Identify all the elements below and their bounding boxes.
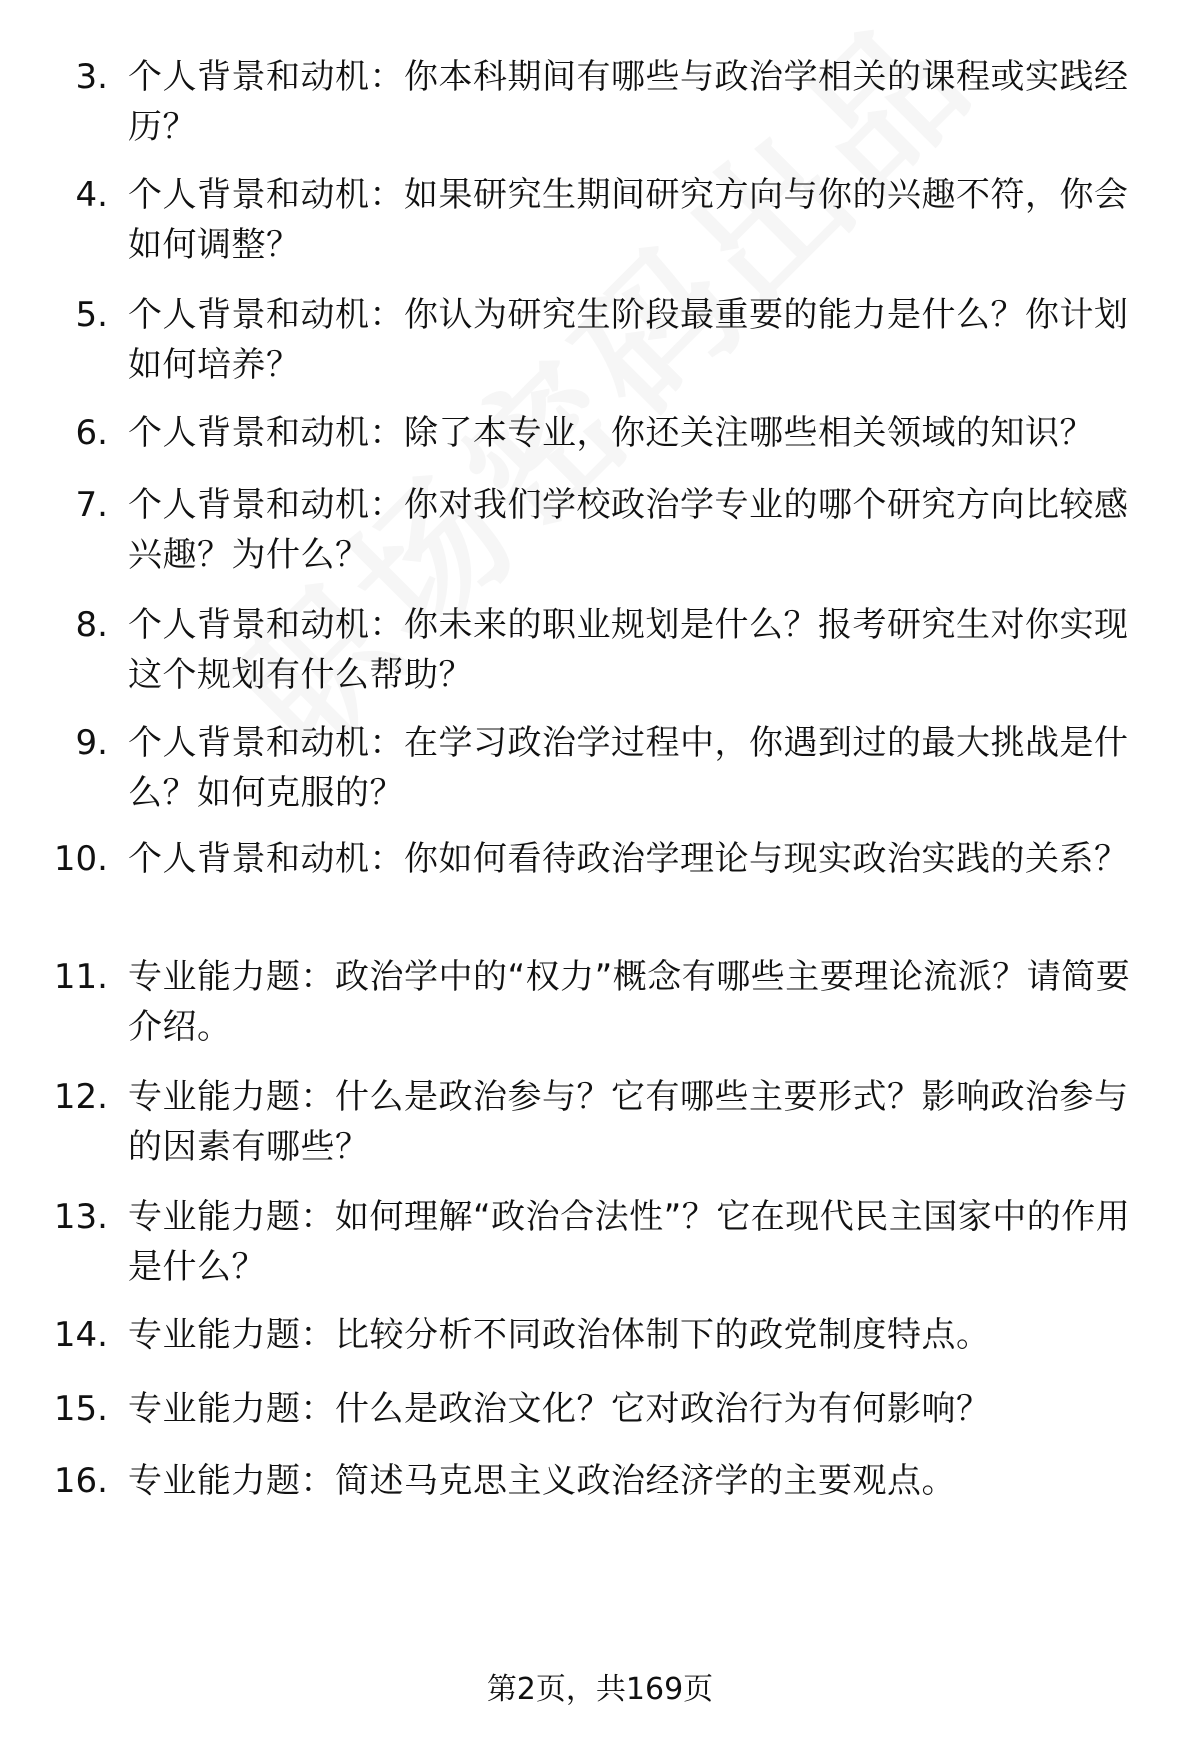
question-text: 专业能力题：简述马克思主义政治经济学的主要观点。 xyxy=(128,1461,956,1501)
question-text: 个人背景和动机：在学习政治学过程中，你遇到过的最大挑战是什么？如何克服的？ xyxy=(128,723,1129,813)
question-number: 12. xyxy=(53,1077,108,1117)
question-number: 8. xyxy=(75,605,108,645)
question-number: 14. xyxy=(53,1315,108,1355)
question-number: 4. xyxy=(75,175,108,215)
question-number: 5. xyxy=(75,295,108,335)
question-text: 个人背景和动机：你对我们学校政治学专业的哪个研究方向比较感兴趣？为什么？ xyxy=(128,485,1129,575)
question-text: 个人背景和动机：你未来的职业规划是什么？报考研究生对你实现这个规划有什么帮助？ xyxy=(128,605,1129,695)
question-number: 6. xyxy=(75,413,108,453)
question-text: 专业能力题：什么是政治文化？它对政治行为有何影响？ xyxy=(128,1389,991,1429)
question-number: 10. xyxy=(53,839,108,879)
question-number: 3. xyxy=(75,57,108,97)
question-number: 16. xyxy=(53,1461,108,1501)
question-text: 个人背景和动机：你本科期间有哪些与政治学相关的课程或实践经历？ xyxy=(128,57,1129,147)
question-number: 7. xyxy=(75,485,108,525)
question-text: 专业能力题：什么是政治参与？它有哪些主要形式？影响政治参与的因素有哪些？ xyxy=(128,1077,1129,1167)
page-footer: 第2页，共169页 xyxy=(486,1672,714,1707)
question-text: 个人背景和动机：如果研究生期间研究方向与你的兴趣不符，你会如何调整？ xyxy=(128,175,1129,265)
question-number: 11. xyxy=(53,957,108,997)
question-text: 个人背景和动机：你认为研究生阶段最重要的能力是什么？你计划如何培养？ xyxy=(128,295,1129,385)
question-text: 专业能力题：政治学中的“权力”概念有哪些主要理论流派？请简要介绍。 xyxy=(128,957,1131,1047)
question-text: 专业能力题：如何理解“政治合法性”？它在现代民主国家中的作用是什么？ xyxy=(128,1197,1131,1287)
question-number: 9. xyxy=(75,723,108,763)
question-text: 个人背景和动机：除了本专业，你还关注哪些相关领域的知识？ xyxy=(128,413,1094,453)
question-number: 15. xyxy=(53,1389,108,1429)
question-text: 个人背景和动机：你如何看待政治学理论与现实政治实践的关系？ xyxy=(128,839,1129,879)
question-number: 13. xyxy=(53,1197,108,1237)
question-text: 专业能力题：比较分析不同政治体制下的政党制度特点。 xyxy=(128,1315,991,1355)
